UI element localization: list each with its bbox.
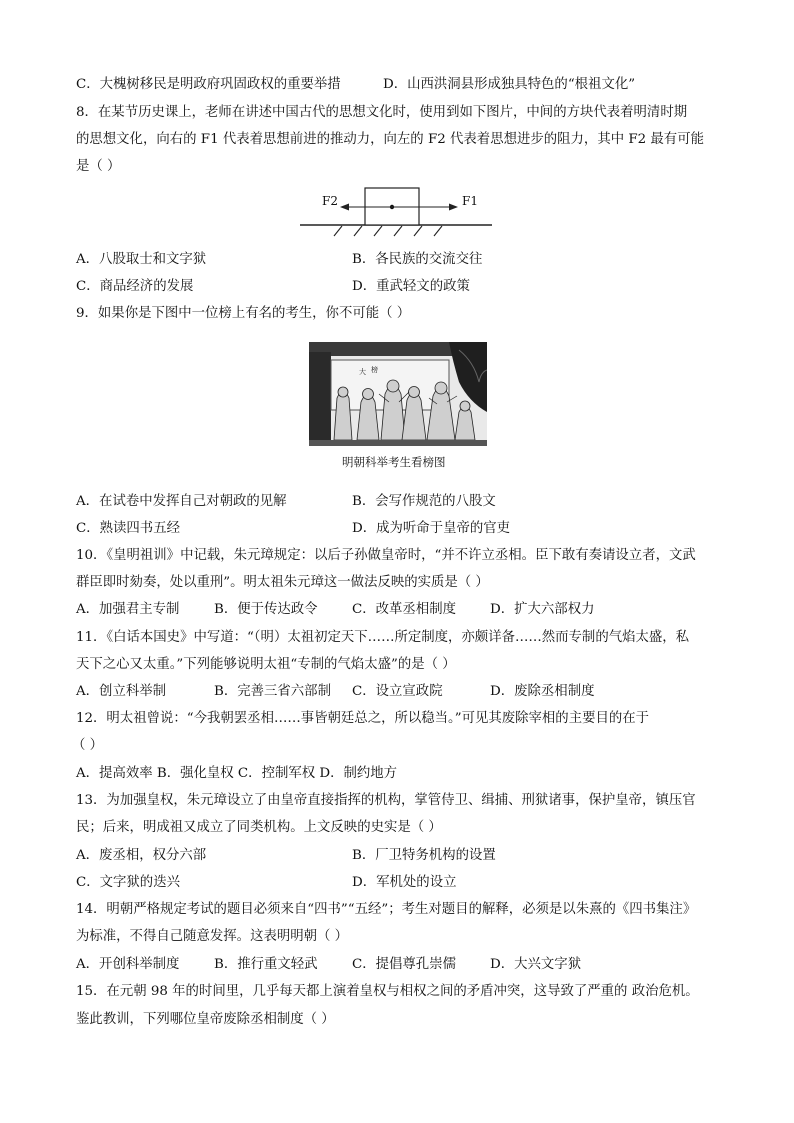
q8-stem-line1: 8．在某节历史课上，老师在讲述中国古代的思想文化时，使用到如下图片，中间的方块代表着明清时期 (76, 105, 688, 120)
q15-stem-line2: 鉴此教训，下列哪位皇帝废除丞相制度（ ） (76, 1012, 335, 1027)
q13-option-b: B．厂卫特务机构的设置 (352, 848, 496, 863)
f2-label: F2 (322, 194, 338, 208)
q10-option-a: A．加强君主专制 (76, 602, 180, 617)
q13-option-d: D．军机处的设立 (352, 875, 457, 890)
q9-option-a: A．在试卷中发挥自己对朝政的见解 (76, 494, 287, 509)
q11-option-c: C．设立宣政院 (352, 684, 443, 699)
q9-option-b: B．会写作规范的八股文 (352, 494, 496, 509)
f2-arrowhead (340, 204, 349, 211)
q10-stem-line2: 群臣即时劾奏，处以重刑”。明太祖朱元璋这一做法反映的实质是（ ） (76, 575, 489, 590)
q8-option-d: D．重武轻文的政策 (352, 279, 470, 294)
q10-option-d: D．扩大六部权力 (490, 602, 595, 617)
q11-option-a: A．创立科举制 (76, 684, 167, 699)
svg-text:榜: 榜 (371, 366, 378, 374)
q11-stem-line2: 天下之心又太重。”下列能够说明太祖“专制的气焰太盛”的是（ ） (76, 657, 456, 672)
svg-text:大: 大 (359, 368, 366, 376)
q14-stem-line1: 14．明朝严格规定考试的题目必须来自“四书”“五经”；考生对题目的解释，必须是以朱熹的《四书集注》 (76, 902, 697, 917)
q9-option-c: C．熟读四书五经 (76, 521, 180, 536)
q8-option-c: C．商品经济的发展 (76, 279, 194, 294)
q10-stem-line1: 10．《皇明祖训》中记载，朱元璋规定：以后子孙做皇帝时，“并不许立丞相。臣下敢有奏请设立者，文武 (76, 548, 696, 563)
q10-option-c: C．改革丞相制度 (352, 602, 456, 617)
q13-stem-line2: 民；后来，明成祖又成立了同类机构。上文反映的史实是（ ） (76, 820, 442, 835)
q13-option-c: C．文字狱的迭兴 (76, 875, 180, 890)
q7-option-c: C．大槐树移民是明政府巩固政权的重要举措 (76, 77, 341, 92)
f1-label: F1 (462, 194, 478, 208)
q8-stem-line2: 的思想文化，向右的 F1 代表着思想前进的推动力，向左的 F2 代表着思想进步的阻力，其中 F2 最有可能 (76, 132, 704, 147)
q12-options: A．提高效率 B．强化皇权 C．控制军权 D．制约地方 (76, 766, 398, 781)
q9-option-d: D．成为听命于皇帝的官吏 (352, 521, 511, 536)
q11-stem-line1: 11．《白话本国史》中写道：“（明）太祖初定天下……所定制度，亦颇详备……然而专制的气焰太盛，私 (76, 630, 690, 645)
q13-option-a: A．废丞相，权分六部 (76, 848, 207, 863)
exam-list-illustration (309, 342, 487, 446)
q14-option-a: A．开创科举制度 (76, 957, 180, 972)
q14-option-c: C．提倡尊孔崇儒 (352, 957, 456, 972)
q9-stem: 9．如果你是下图中一位榜上有名的考生，你不可能（ ） (76, 306, 411, 321)
q8-stem-line3: 是（ ） (76, 159, 121, 174)
q14-option-d: D．大兴文字狱 (490, 957, 582, 972)
q11-option-d: D．废除丞相制度 (490, 684, 595, 699)
q8-option-b: B．各民族的交流交往 (352, 252, 483, 267)
ground-hatching (334, 226, 442, 236)
force-diagram (298, 180, 498, 240)
q15-stem-line1: 15．在元朝 98 年的时间里，几乎每天都上演着皇权与相权之间的矛盾冲突，这导致了严重的 政治危机。 (76, 984, 699, 999)
illustration-caption: 明朝科举考生看榜图 (342, 455, 446, 469)
q8-option-a: A．八股取士和文字狱 (76, 252, 207, 267)
q13-stem-line1: 13．为加强皇权，朱元璋设立了由皇帝直接指挥的机构，掌管侍卫、缉捕、刑狱诸事，保护皇帝，镇压官 (76, 793, 696, 808)
q14-stem-line2: 为标准，不得自己随意发挥。这表明明朝（ ） (76, 929, 349, 944)
q7-option-d: D．山西洪洞县形成独具特色的“根祖文化” (383, 77, 636, 92)
q12-stem-line2: （ ） (72, 738, 104, 753)
q10-option-b: B．便于传达政令 (214, 602, 318, 617)
f1-arrowhead (449, 204, 458, 211)
q14-option-b: B．推行重文轻武 (214, 957, 318, 972)
q12-stem-line1: 12．明太祖曾说：“今我朝罢丞相……事皆朝廷总之，所以稳当。”可见其废除宰相的主要目的在于 (76, 711, 650, 726)
q11-option-b: B．完善三省六部制 (214, 684, 331, 699)
